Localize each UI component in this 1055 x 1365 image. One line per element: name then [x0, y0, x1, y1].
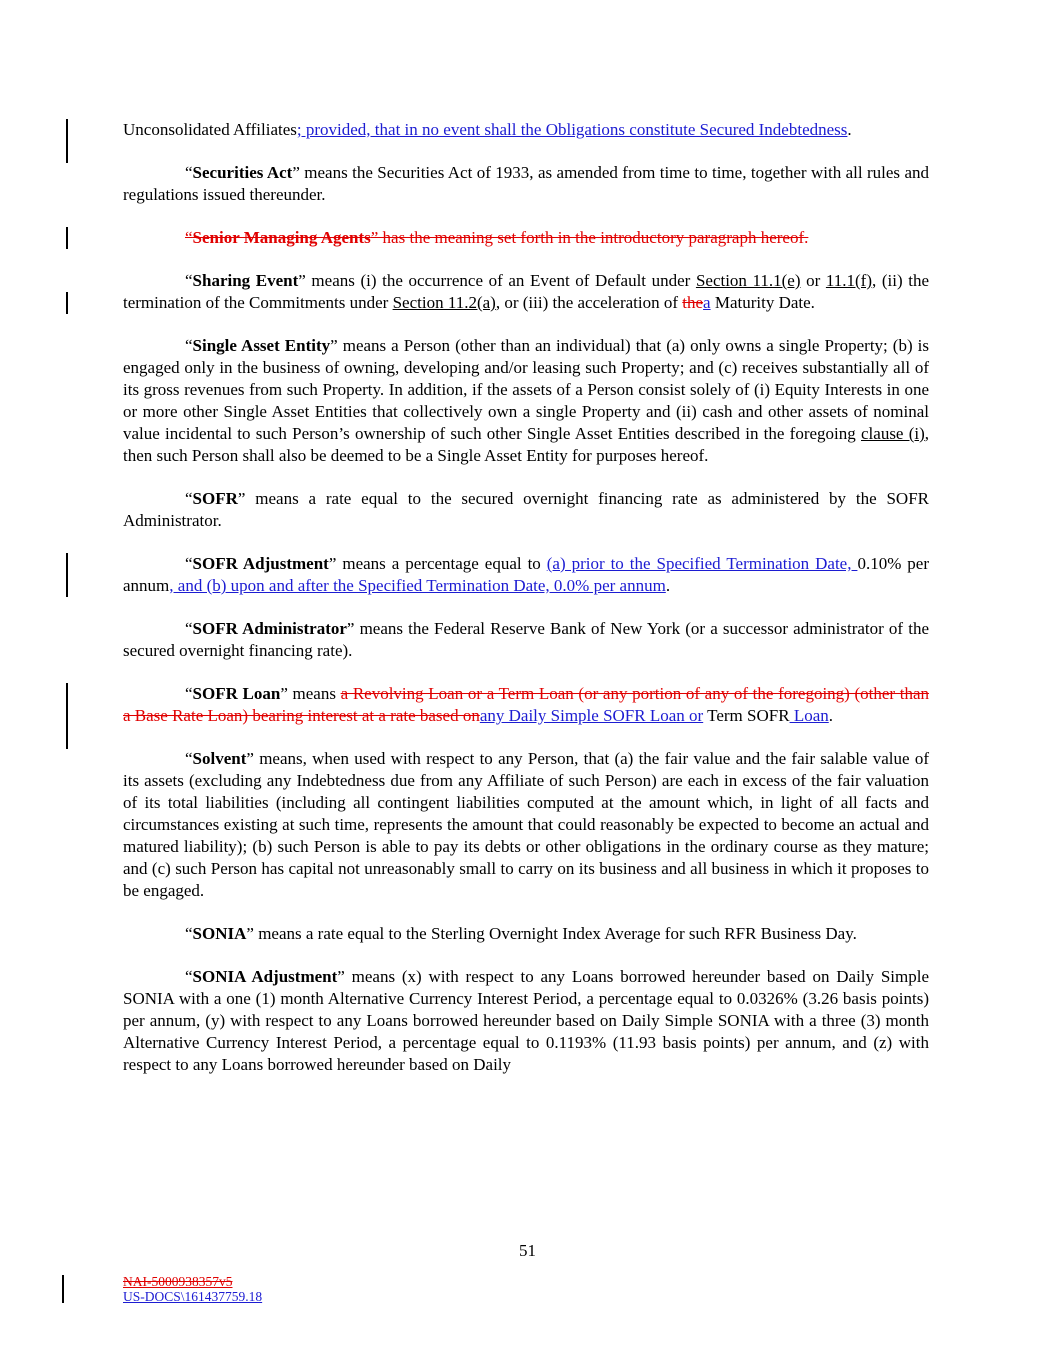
text-segment-normal: , (ii) the termination of the Commitments under: [123, 271, 930, 312]
text-segment-normal: ” means (i) the occurrence of an Event of Default under: [298, 271, 696, 290]
text-segment-underline: clause (i): [861, 424, 925, 443]
text-segment-normal: “: [185, 271, 193, 290]
text-segment-del: a Revolving Loan or a Term Loan (or any portion of any of the foregoing) (other than a Base Rate Loan) bearing interest at a rate based on: [123, 684, 930, 725]
definition-sofr: [123, 488, 929, 532]
text-segment-ins: (a) prior to the Specified Termination Date,: [546, 554, 858, 573]
text-segment-bold: Securities Act: [192, 163, 293, 182]
text-segment-normal: .: [828, 706, 833, 725]
definition-sofr-administrator: [123, 618, 929, 662]
change-bar: [66, 553, 68, 597]
text-segment-ins: any Daily Simple SOFR Loan or: [479, 706, 704, 725]
footer-doc-id-inserted: US-DOCS\161437759.18: [123, 1289, 263, 1304]
definition-sonia: [123, 923, 929, 945]
definition-sofr-adjustment: [123, 553, 929, 597]
text-segment-bold: Sharing Event: [192, 271, 299, 290]
text-segment-normal: “: [185, 619, 193, 638]
definition-sofr-loan: [123, 683, 929, 727]
definition-sharing-event: [123, 270, 929, 314]
change-bar: [66, 227, 68, 249]
document-body: [123, 119, 929, 1097]
change-bar: [66, 119, 68, 163]
definition-single-asset-entity: [123, 335, 929, 467]
text-segment-del-bold: Senior Managing Agents: [192, 228, 371, 247]
text-segment-ins: ; provided, that in no event shall the Obligations constitute Secured Indebtedness: [296, 120, 848, 139]
footer-doc-ids: [123, 1274, 1055, 1304]
text-segment-normal: ” means, when used with respect to any Person, that (a) the fair value and the fair salable value of its assets (excluding any Indebtedness due from any Affiliate of such Person) are each in excess of the fair valuation of its total liabilities (including all contingent liabilities computed at the amount which, in light of all facts and circumstances existing at such time, represents the amount that could reasonably be expected to become an actual and matured liability); (b) such Person is able to pay its debts or other obligations in the ordinary course as they mature; and (c) such Person has capital not unreasonably small to carry on its business and all business in which it proposes to be engaged.: [123, 749, 929, 900]
text-segment-normal: “: [185, 967, 193, 986]
text-segment-normal: “: [185, 336, 193, 355]
page-number: 51: [519, 1241, 536, 1260]
definition-solvent: [123, 748, 929, 902]
text-segment-del: “: [185, 228, 193, 247]
text-segment-bold: SONIA Adjustment: [192, 967, 338, 986]
change-bar: [66, 683, 68, 749]
text-segment-normal: Term SOFR: [703, 706, 790, 725]
definition-securities-act: [123, 162, 929, 206]
text-segment-normal: .: [665, 576, 671, 595]
text-segment-normal: ” means the Federal Reserve Bank of New York (or a successor administrator of the secured overnight financing rate).: [123, 619, 929, 660]
footer-doc-id-deleted: NAI-5000938357v5: [123, 1274, 233, 1289]
definition-senior-managing-agents-deleted: [123, 227, 929, 249]
text-segment-normal: 0.10% per annum: [123, 554, 930, 595]
text-segment-normal: or: [800, 271, 826, 290]
text-segment-normal: , then such Person shall also be deemed to be a Single Asset Entity for purposes hereof.: [123, 424, 929, 465]
text-segment-normal: “: [185, 554, 193, 573]
text-segment-normal: “: [185, 163, 193, 182]
text-segment-normal: Unconsolidated Affiliates: [123, 120, 297, 139]
continuation-unconsolidated-affiliates: [123, 119, 929, 141]
text-segment-normal: “: [185, 684, 193, 703]
page-footer: [0, 1240, 1055, 1304]
text-segment-normal: ” means (x) with respect to any Loans borrowed hereunder based on Daily Simple SONIA with a one (1) month Alternative Currency Interest Period, a percentage equal to 0.0326% (3.26 basis points) per annum, (y) with respect to any Loans borrowed hereunder based on Daily Simple SONIA with a three (3) month Alternative Currency Interest Period, a percentage equal to 0.1193% (11.93 basis points) per annum, and (z) with respect to any Loans borrowed hereunder based on Daily: [123, 967, 930, 1074]
change-bar: [62, 1275, 64, 1303]
text-segment-ins: Loan: [789, 706, 829, 725]
text-segment-normal: ” means a rate equal to the secured overnight financing rate as administered by the SOFR Administrator.: [123, 489, 929, 530]
text-segment-bold: SOFR: [192, 489, 238, 508]
text-segment-normal: ” means a rate equal to the Sterling Overnight Index Average for such RFR Business Day.: [246, 924, 857, 943]
text-segment-normal: , or (iii) the acceleration of: [495, 293, 683, 312]
text-segment-underline: 11.1(f): [825, 271, 873, 290]
text-segment-bold: SOFR Loan: [192, 684, 281, 703]
text-segment-normal: ” means the Securities Act of 1933, as amended from time to time, together with all rules and regulations issued thereunder.: [123, 163, 929, 204]
text-segment-ins: a: [703, 293, 711, 312]
text-segment-normal: Maturity Date.: [710, 293, 815, 312]
text-segment-normal: ” means a percentage equal to: [328, 554, 547, 573]
text-segment-bold: Solvent: [192, 749, 247, 768]
text-segment-underline: Section 11.2(a): [392, 293, 496, 312]
text-segment-ins: , and (b) upon and after the Specified Termination Date, 0.0% per annum: [169, 576, 666, 595]
text-segment-normal: ” means a Person (other than an individual) that (a) only owns a single Property; (b) is engaged only in the business of owning, developing and/or leasing such Property; and (c) receives substantially all of its gross revenues from such Property. In addition, if the assets of a Person consist solely of (i) Equity Interests in one or more other Single Asset Entities that collectively own a single Property and (ii) cash and other assets of nominal value incidental to such Person’s ownership of such other Single Asset Entities described in the foregoing: [123, 336, 929, 443]
text-segment-del: ” has the meaning set forth in the introductory paragraph hereof.: [370, 228, 809, 247]
text-segment-del: the: [682, 293, 704, 312]
text-segment-normal: ” means: [280, 684, 341, 703]
text-segment-bold: SONIA: [192, 924, 247, 943]
definition-sonia-adjustment: [123, 966, 929, 1076]
text-segment-bold: SOFR Administrator: [192, 619, 347, 638]
text-segment-bold: SOFR Adjustment: [192, 554, 329, 573]
change-bar: [66, 292, 68, 314]
text-segment-bold: Single Asset Entity: [192, 336, 331, 355]
text-segment-underline: Section 11.1(e): [695, 271, 801, 290]
text-segment-normal: “: [185, 924, 193, 943]
text-segment-normal: “: [185, 749, 193, 768]
text-segment-normal: .: [847, 120, 852, 139]
text-segment-normal: “: [185, 489, 193, 508]
